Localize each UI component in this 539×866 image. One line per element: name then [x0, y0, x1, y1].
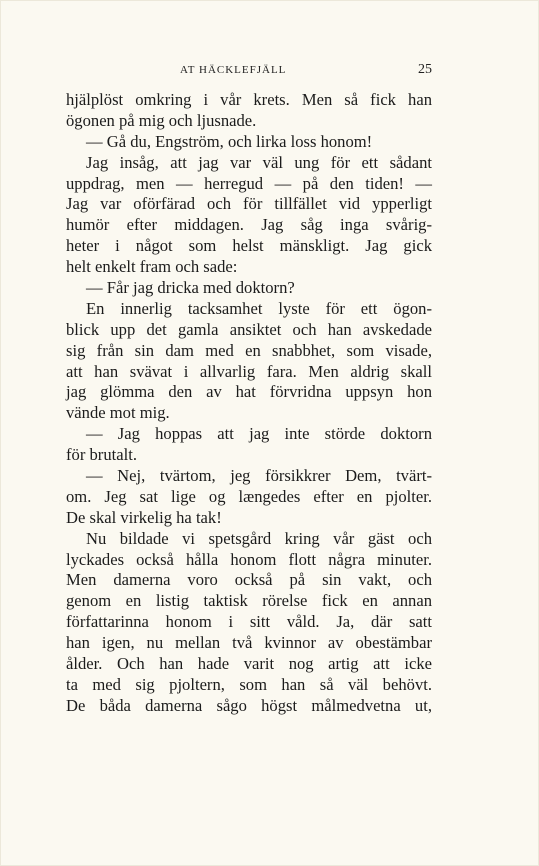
text-line: sig från sin dam med en snabbhet, som visade,	[66, 340, 432, 360]
text-line: lyckades också hålla honom flott några minuter.	[66, 549, 432, 569]
text-line: ta med sig pjoltern, som han så väl behövt.	[66, 674, 432, 694]
page-number: 25	[418, 62, 432, 77]
text-line: En innerlig tacksamhet lyste för ett ögon-	[86, 298, 432, 318]
text-line: ögonen på mig och ljusnade.	[66, 110, 257, 130]
text-line: ålder. Och han hade varit nog artig att icke	[66, 654, 432, 674]
text-line: blick upp det gamla ansiktet och han avskedade	[66, 319, 432, 339]
text-line: jag glömma den av hat förvridna uppsyn hon	[66, 382, 432, 402]
body-text	[66, 90, 432, 717]
text-line: De båda damerna sågo högst målmedvetna ut,	[66, 695, 432, 715]
text-line: vände mot mig.	[66, 403, 170, 423]
text-line: De skal virkelig ha tak!	[66, 507, 222, 527]
text-line: författarinna honom i sitt våld. Ja, där satt	[66, 612, 432, 632]
text-line: att han svävat i allvarlig fara. Men aldrig skall	[66, 361, 432, 381]
text-line: — Får jag dricka med doktorn?	[86, 278, 295, 298]
text-line: heter i något som helst mänskligt. Jag gick	[66, 236, 432, 256]
text-line: Jag insåg, att jag var väl ung för ett sådant	[86, 152, 432, 172]
text-line: Nu bildade vi spetsgård kring vår gäst och	[86, 528, 432, 548]
text-line: Men damerna voro också på sin vakt, och	[66, 570, 432, 590]
page-header	[66, 64, 432, 80]
text-line: humör efter middagen. Jag såg inga svårig-	[66, 215, 432, 235]
text-line: om. Jeg sat lige og længedes efter en pjolter.	[66, 486, 432, 506]
text-line: genom en listig taktisk rörelse fick en annan	[66, 591, 432, 611]
text-line: — Jag hoppas att jag inte störde doktorn	[86, 424, 432, 444]
running-title: AT HÄCKLEFJÄLL	[180, 64, 287, 76]
text-line: för brutalt.	[66, 445, 137, 465]
text-line: hjälplöst omkring i vår krets. Men så fick han	[66, 90, 432, 109]
text-line: — Nej, tvärtom, jeg försikkrer Dem, tvärt-	[86, 466, 432, 486]
text-line: Jag var oförfärad och för tillfället vid ypperligt	[66, 194, 432, 214]
text-line: helt enkelt fram och sade:	[66, 257, 238, 277]
text-line: uppdrag, men — herregud — på den tiden! —	[66, 173, 432, 193]
text-line: — Gå du, Engström, och lirka loss honom!	[86, 131, 373, 151]
text-line: han igen, nu mellan två kvinnor av obestämbar	[66, 633, 432, 653]
